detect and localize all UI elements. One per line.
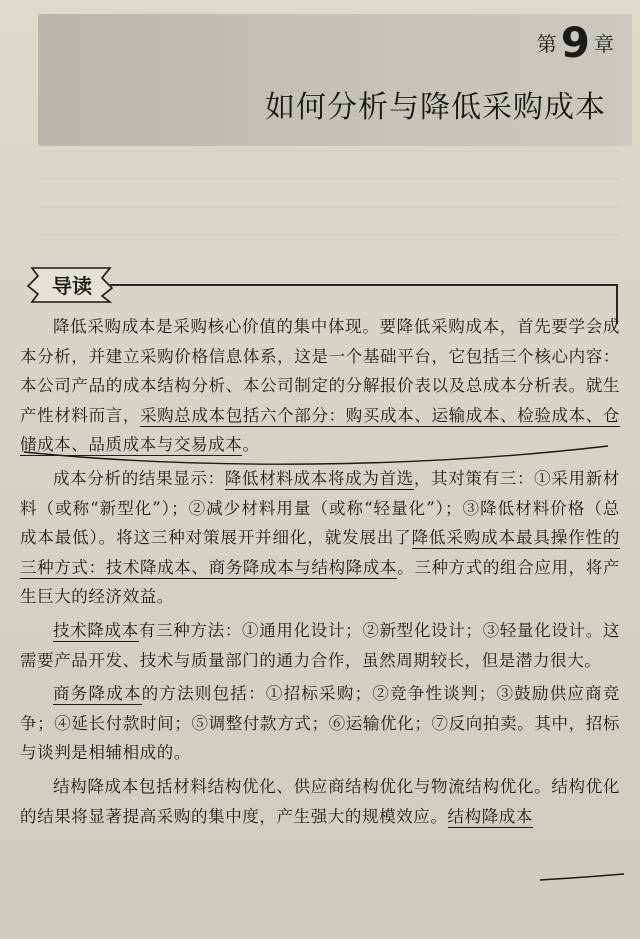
bleed-through-texture: [40, 150, 620, 260]
paragraph-text: 有三种方法：①通用化设计；②新型化设计；③轻量化设计。这需要产品开发、技术与质量部门的通力合作，虽然周期较长，但是潜力很大。: [20, 620, 620, 670]
underlined-text: 技术降成本: [53, 620, 139, 640]
body-paragraph: [20, 679, 620, 768]
paragraph-text: 。: [242, 435, 260, 455]
chapter-prefix: 第: [536, 32, 557, 56]
underlined-text: 降低材料成本将成为首选: [224, 468, 414, 488]
chapter-title: 如何分析与降低采购成本: [265, 90, 606, 125]
paragraph-text: 成本分析的结果显示：: [53, 468, 225, 488]
paragraph-text: 降低采购成本是采购核心价值的集中体现。要降低采购成本，首先要学会成本分析，并建立采购价格信息体系，这是一个基础平台，它包括三个核心内容：本公司产品的成本结构分析、本公司制定的分解报价表以及总成本分析表。就生产性材料而言，: [20, 317, 620, 425]
underlined-text: 商务降成本: [53, 684, 142, 704]
body-paragraph: [20, 616, 620, 675]
chapter-banner: [38, 14, 632, 146]
pen-underline-stroke-end: [540, 874, 624, 880]
body-paragraph: [20, 312, 620, 460]
paragraph-text: 。三种方式的组合应用，将产生巨大的经济效益。: [20, 557, 620, 607]
underlined-text: 降低采购成本最具操作性的三种方式：技术降成本、商务降成本与结构降成本: [20, 528, 620, 577]
paragraph-text: 的方法则包括：①招标采购；②竞争性谈判；③鼓励供应商竞争；④延长付款时间；⑤调整付款方式；⑥运输优化；⑦反向拍卖。其中，招标与谈判是相辅相成的。: [20, 684, 621, 763]
paragraph-text: ，其对策有三：①采用新材料（或称“新型化”）；②减少材料用量（或称“轻量化”）；③降低材料价格（总成本最低）。将这三种对策展开并细化，就发展出了: [20, 468, 620, 548]
underlined-text: 结构降成本: [447, 806, 533, 826]
paragraph-text: 结构降成本包括材料结构优化、供应商结构优化与物流结构优化。结构优化的结果将显著提高采购的集中度，产生强大的规模效应。: [20, 776, 620, 826]
article-body: [20, 312, 620, 835]
section-label: 导读: [52, 274, 92, 298]
section-label-box: [22, 262, 118, 308]
chapter-number: 9: [560, 18, 590, 67]
chapter-suffix: 章: [594, 32, 614, 56]
body-paragraph: [20, 464, 620, 612]
section-rule: [110, 284, 618, 286]
body-paragraph: [20, 772, 620, 831]
chapter-heading: [537, 18, 614, 67]
underlined-text: 采购总成本包括六个部分：购买成本、运输成本、检验成本、仓储成本、品质成本与交易成本: [20, 405, 620, 455]
